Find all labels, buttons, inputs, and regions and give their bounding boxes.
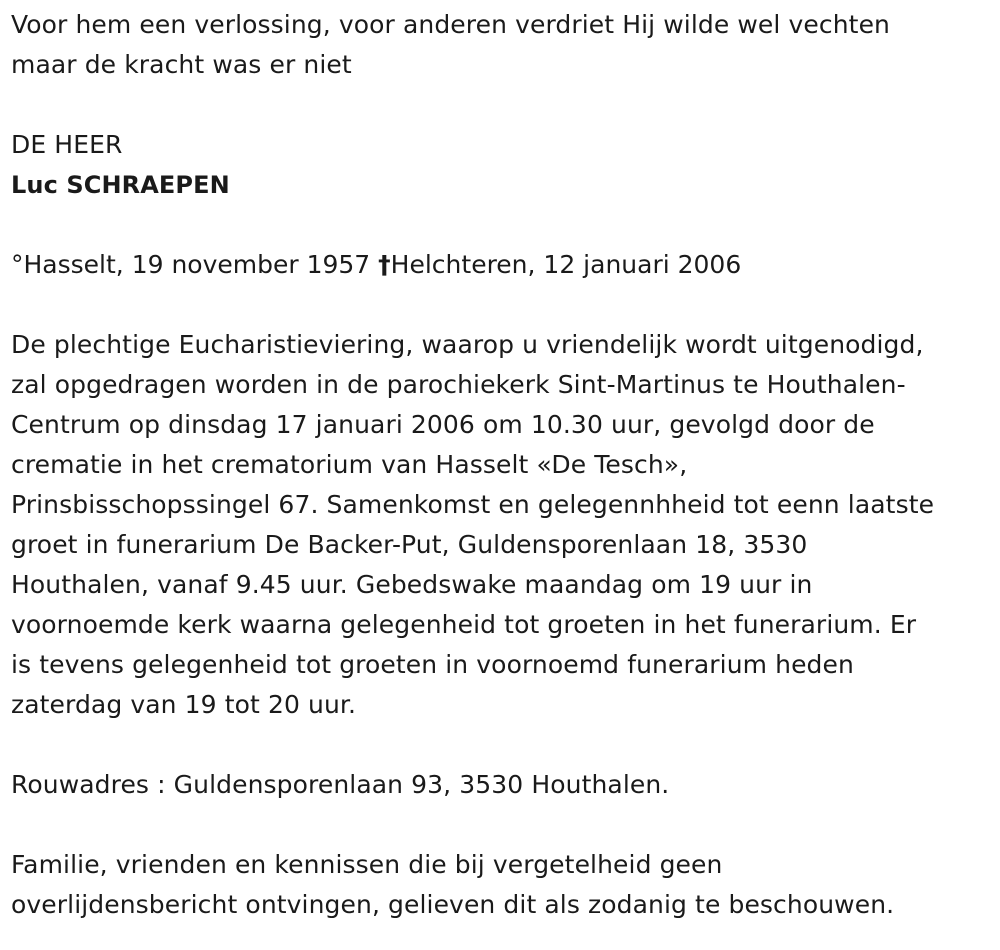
life-dates bbox=[11, 245, 991, 285]
cross-icon: † bbox=[378, 250, 391, 279]
spacer bbox=[11, 805, 991, 845]
spacer bbox=[11, 205, 991, 245]
birth-info: °Hasselt, 19 november 1957 bbox=[11, 250, 371, 279]
spacer bbox=[11, 725, 991, 765]
spacer bbox=[11, 85, 991, 125]
spacer bbox=[11, 285, 991, 325]
death-info: Helchteren, 12 januari 2006 bbox=[390, 250, 742, 279]
intro-text: Voor hem een verlossing, voor anderen verdriet Hij wilde wel vechten maar de kracht was er niet bbox=[11, 10, 891, 79]
mourning-address: Rouwadres : Guldensporenlaan 93, 3530 Houthalen. bbox=[11, 770, 670, 799]
obituary-document bbox=[11, 5, 991, 925]
deceased-name: Luc SCHRAEPEN bbox=[11, 171, 230, 199]
closing-text: Familie, vrienden en kennissen die bij vergetelheid geen overlijdensbericht ontvingen, gelieven dit als zodanig te beschouwen. bbox=[11, 850, 895, 919]
ceremony-text: De plechtige Eucharistieviering, waarop u vriendelijk wordt uitgenodigd, zal opgedragen worden in de parochiekerk Sint-Martinus te Houthalen- Centrum op dinsdag 17 januari 2006 om 10.30 uur, gevolgd door de crematie in het crematorium van Hasselt «De Tesch», Prinsbisschopssingel 67. Samenkomst en gelegennhheid tot eenn laatste groet in funerarium De Backer-Put, Guldensporenlaan 18, 3530 Houthalen, vanaf 9.45 uur. Gebedswake maandag om 19 uur in voornoemde kerk waarna gelegenheid tot groeten in het funerarium. Er is tevens gelegenheid tot groeten in voornoemd funerarium heden zaterdag van 19 tot 20 uur. bbox=[11, 330, 935, 719]
title-prefix: DE HEER bbox=[11, 130, 123, 159]
